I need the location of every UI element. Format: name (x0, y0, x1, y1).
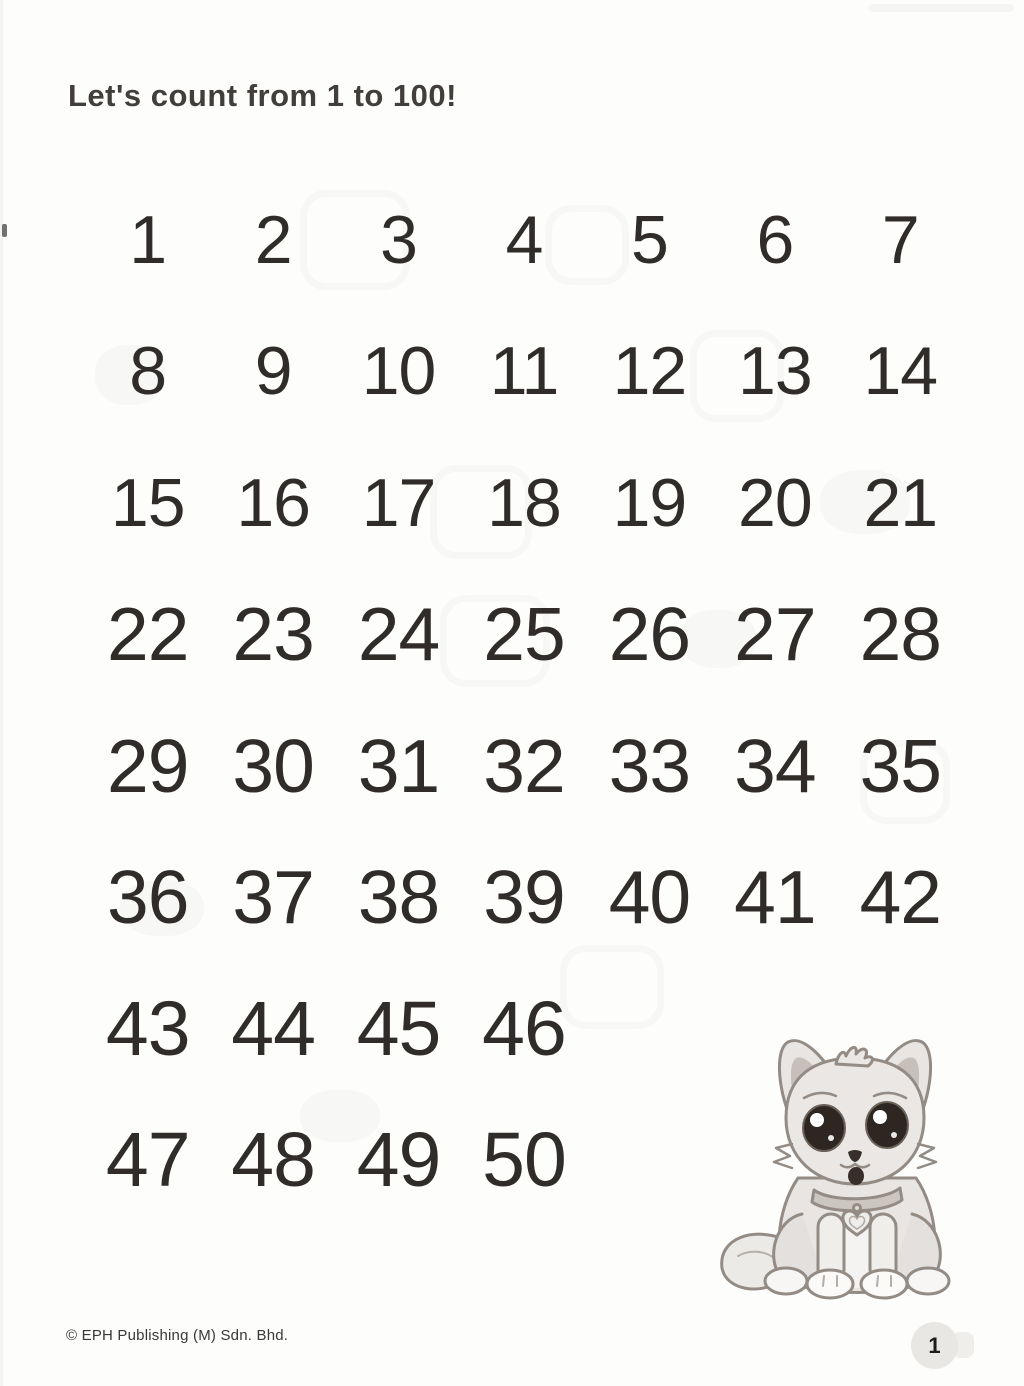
number-cell: 19 (612, 464, 687, 541)
page-number: 1 (928, 1332, 941, 1358)
scan-artifact-mark (2, 224, 7, 237)
number-cell: 7 (881, 201, 919, 278)
number-cell: 33 (608, 723, 691, 808)
page-title: Let's count from 1 to 100! (68, 78, 457, 113)
number-cell: 9 (254, 333, 292, 410)
number-cell: 45 (356, 985, 441, 1072)
number-cell: 40 (608, 855, 691, 940)
number-cell: 5 (631, 201, 668, 278)
number-cell: 8 (129, 333, 167, 410)
numbers-row (85, 437, 963, 569)
numbers-row (85, 174, 963, 306)
number-cell: 35 (859, 723, 941, 808)
number-cell: 41 (734, 855, 816, 940)
numbers-row (85, 306, 963, 438)
number-cell: 14 (863, 333, 938, 410)
kitten-illustration (702, 1018, 1008, 1306)
number-cell: 50 (482, 1117, 566, 1204)
number-cell: 37 (232, 855, 314, 940)
numbers-row (85, 569, 963, 701)
number-cell: 18 (487, 464, 561, 541)
number-cell: 10 (361, 333, 436, 410)
number-cell: 42 (859, 855, 941, 940)
number-cell: 43 (105, 985, 190, 1072)
number-cell: 27 (734, 592, 816, 677)
number-cell: 28 (859, 592, 941, 677)
scan-edge-shadow (0, 0, 3, 1386)
number-cell: 32 (483, 723, 565, 808)
number-cell: 21 (863, 464, 938, 541)
number-cell: 11 (489, 333, 559, 410)
number-cell: 17 (361, 464, 436, 541)
number-cell: 22 (106, 592, 189, 677)
number-cell: 46 (482, 985, 566, 1072)
numbers-row (85, 700, 963, 832)
ghost-mark (868, 4, 1014, 12)
number-cell: 49 (356, 1117, 441, 1204)
number-cell: 48 (231, 1117, 315, 1204)
number-cell: 12 (612, 333, 687, 410)
number-cell: 36 (106, 855, 189, 940)
number-cell: 25 (483, 592, 565, 677)
number-cell: 20 (738, 464, 812, 541)
number-cell: 3 (380, 201, 417, 278)
number-cell: 24 (357, 592, 440, 677)
copyright-text: © EPH Publishing (M) Sdn. Bhd. (66, 1327, 289, 1344)
number-cell: 1 (129, 201, 167, 278)
numbers-row (85, 832, 963, 964)
number-cell: 4 (505, 201, 543, 278)
number-cell: 26 (608, 592, 691, 677)
number-cell: 39 (483, 855, 565, 940)
number-cell: 13 (738, 333, 812, 410)
number-cell: 44 (231, 985, 315, 1072)
number-cell: 6 (756, 201, 794, 278)
number-cell: 31 (357, 723, 440, 808)
number-cell: 2 (254, 201, 292, 278)
page-number-badge (911, 1322, 958, 1369)
number-cell: 47 (105, 1117, 190, 1204)
number-cell: 34 (734, 723, 816, 808)
number-cell: 29 (106, 723, 189, 808)
number-cell: 15 (110, 464, 185, 541)
number-cell: 38 (357, 855, 440, 940)
number-cell: 30 (232, 723, 314, 808)
number-cell: 16 (236, 464, 310, 541)
number-cell: 23 (232, 592, 314, 677)
